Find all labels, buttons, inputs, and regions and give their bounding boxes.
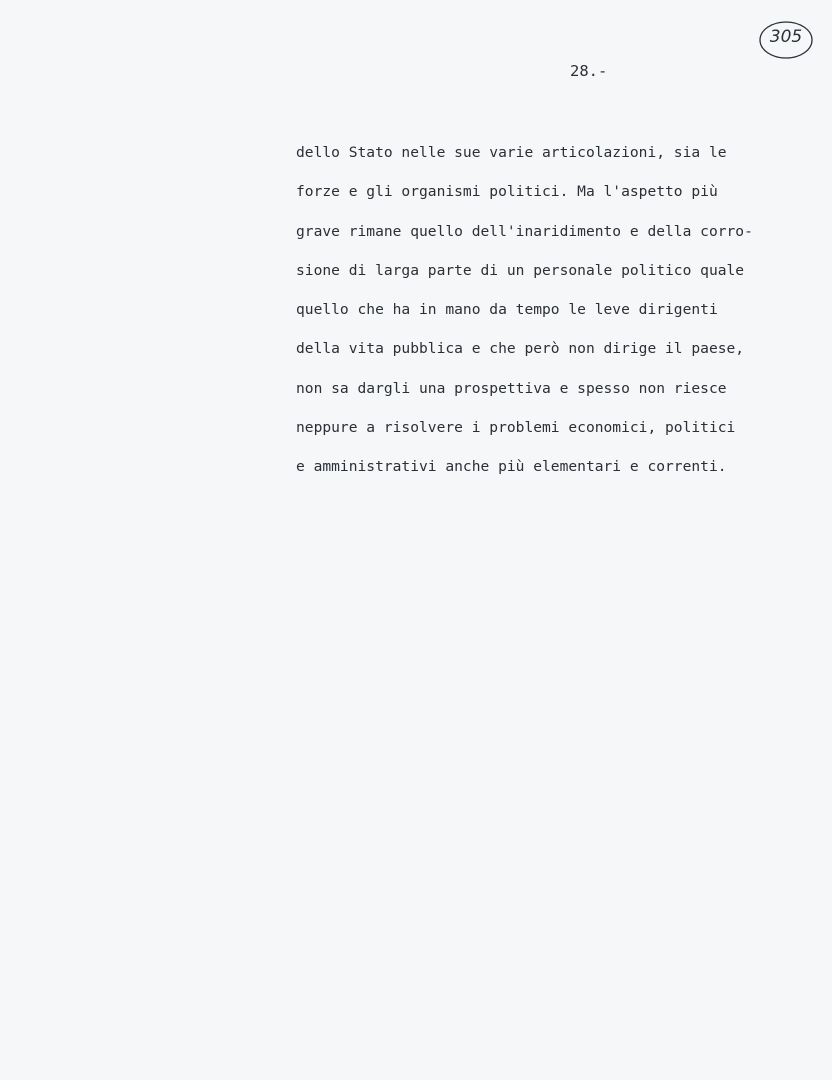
page-number: 28.- xyxy=(570,62,608,80)
text-line: forze e gli organismi politici. Ma l'aspetto più xyxy=(296,183,718,201)
text-line: non sa dargli una prospettiva e spesso non riesce xyxy=(296,379,727,397)
text-line: e amministrativi anche più elementari e correnti. xyxy=(296,458,727,476)
body-paragraph xyxy=(296,141,826,495)
text-line: neppure a risolvere i problemi economici, politici xyxy=(296,419,736,437)
bleed-through-faint-text xyxy=(0,500,832,620)
text-line: grave rimane quello dell'inaridimento e della corro- xyxy=(296,222,753,240)
text-line: quello che ha in mano da tempo le leve dirigenti xyxy=(296,301,718,319)
text-line: della vita pubblica e che però non dirige il paese, xyxy=(296,340,745,358)
folio-stamp xyxy=(757,18,815,62)
folio-number: 305 xyxy=(769,27,803,47)
text-line: sione di larga parte di un personale politico quale xyxy=(296,261,745,279)
text-line: dello Stato nelle sue varie articolazioni, sia le xyxy=(296,144,727,161)
